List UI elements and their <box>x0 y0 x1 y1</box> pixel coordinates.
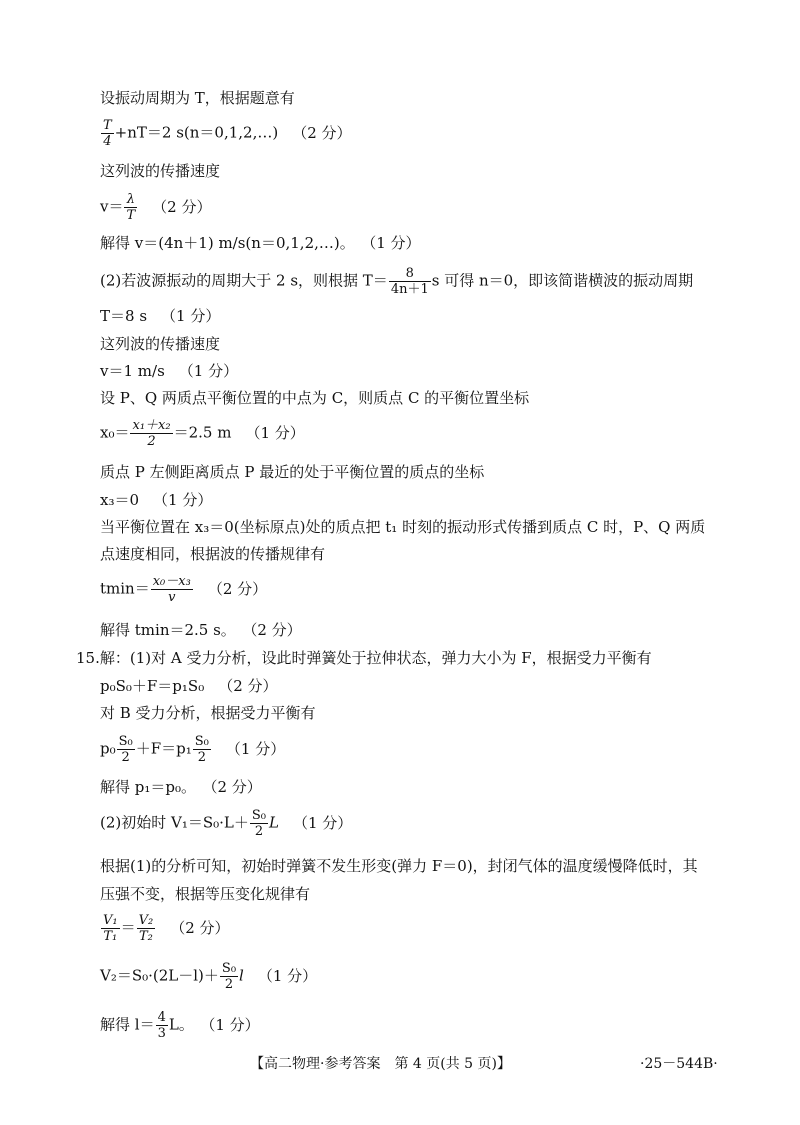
fraction: $\frac{T}{4}$ <box>103 118 112 149</box>
line-15: 点速度相同，根据波的传播规律有 <box>100 545 326 563</box>
fraction: $\frac{\text{S₀}}{2}$ <box>118 734 133 765</box>
score: （1 分） <box>225 739 286 758</box>
line-24: 根据(1)的分析可知，初始时弹簧不发生形变(弹力 F＝0)，封闭气体的温度缓慢降低时，其 <box>100 857 698 875</box>
score: （1 分） <box>292 813 353 832</box>
score: （1 分） <box>257 966 318 985</box>
line-19: p₀S₀＋F＝p₁S₀ （2 分） <box>100 677 278 695</box>
line-7: T＝8 s （1 分） <box>100 307 221 325</box>
score: （1 分） <box>161 307 221 325</box>
fraction: $\frac{\text{S₀}}{2}$ <box>194 734 209 765</box>
score: （2 分） <box>218 677 278 695</box>
line-20: 对 B 受力分析，根据受力平衡有 <box>100 704 316 722</box>
fraction: $\frac{4}{3}$ <box>157 1010 166 1041</box>
line-3: 这列波的传播速度 <box>100 162 221 180</box>
page-footer-code: ·25－544B· <box>640 1056 718 1072</box>
score: （1 分） <box>245 423 305 442</box>
score: （2 分） <box>292 123 352 142</box>
line-13: x₃＝0 （1 分） <box>100 491 213 509</box>
line-10: 设 P、Q 两质点平衡位置的中点为 C，则质点 C 的平衡位置坐标 <box>100 389 530 407</box>
line-16: tmin＝ $\frac{\text{x₀－x₃}}{v}$ （2 分） <box>100 574 268 605</box>
line-11: x₀＝ $\frac{\text{x₁＋x₂}}{2}$ ＝2.5 m （1 分） <box>100 418 305 449</box>
score: （2 分） <box>152 197 212 216</box>
score: （1 分） <box>153 491 213 509</box>
line-26: $\frac{\text{V₁}}{\text{T₁}}$ ＝ $\frac{\text{V₂}}{\text{T₂}}$ （2 分） <box>103 913 230 944</box>
line-12: 质点 P 左侧距离质点 P 最近的处于平衡位置的质点的坐标 <box>100 463 485 481</box>
score: （2 分） <box>210 778 262 796</box>
fraction: $\frac{\text{V₁}}{\text{T₁}}$ <box>103 913 118 944</box>
fraction: $\frac{8}{4n+1}$ <box>390 266 429 297</box>
line-4: v＝ $\frac{\lambda}{T}$ （2 分） <box>100 192 212 223</box>
fraction: $\frac{\text{x₀－x₃}}{v}$ <box>152 574 191 605</box>
score: （1 分） <box>368 234 421 252</box>
line-5: 解得 v＝(4n＋1) m/s(n＝0,1,2,…)。 （1 分） <box>100 234 421 252</box>
fraction: $\frac{\lambda}{T}$ <box>126 192 136 223</box>
line-9: v＝1 m/s （1 分） <box>100 362 239 380</box>
line-22: 解得 p₁＝p₀。 （2 分） <box>100 778 262 796</box>
line-17: 解得 tmin＝2.5 s。 （2 分） <box>100 621 302 639</box>
line-1: 设振动周期为 T，根据题意有 <box>100 89 295 107</box>
line-23: (2)初始时 V₁＝S₀·L＋ $\frac{\text{S₀}}{2}$ L （1 分） <box>100 808 353 839</box>
line-14: 当平衡位置在 x₃＝0(坐标原点)处的质点把 t₁ 时刻的振动形式传播到质点 C 时，P、Q 两质 <box>100 518 706 536</box>
line-25: 压强不变，根据等压变化规律有 <box>100 885 311 903</box>
fraction: $\frac{\text{V₂}}{\text{T₂}}$ <box>138 913 154 944</box>
fraction: $\frac{\text{x₁＋x₂}}{2}$ <box>132 418 171 449</box>
score: （2 分） <box>170 918 230 937</box>
line-28: 解得 l＝ $\frac{4}{3}$ L。 （1 分） <box>100 1010 260 1041</box>
score: （2 分） <box>249 621 302 639</box>
score: （1 分） <box>207 1015 260 1034</box>
fraction: $\frac{\text{S₀}}{2}$ <box>251 808 267 839</box>
question-15-heading: 15.解：(1)对 A 受力分析，设此时弹簧处于拉伸状态，弹力大小为 F，根据受力平衡有 <box>76 649 652 667</box>
line-6: (2)若波源振动的周期大于 2 s，则根据 T＝ $\frac{8}{4n+1}$ s 可得 n＝0，即该简谐横波的振动周期 <box>100 266 694 297</box>
fraction: $\frac{\text{S₀}}{2}$ <box>221 961 237 992</box>
line-27: V₂＝S₀·(2L－l)＋ $\frac{\text{S₀}}{2}$ l （1 分） <box>100 961 318 992</box>
line-2: $\frac{T}{4}$ +nT＝2 s(n＝0,1,2,…) （2 分） <box>103 118 352 149</box>
line-21: p₀ $\frac{\text{S₀}}{2}$ ＋F＝p₁ $\frac{\text{S₀}}{2}$ （1 分） <box>100 734 286 765</box>
page-footer-title: 【高二物理·参考答案 第 4 页(共 5 页)】 <box>250 1056 511 1072</box>
line-8: 这列波的传播速度 <box>100 335 221 353</box>
score: （2 分） <box>207 579 268 598</box>
score: （1 分） <box>178 362 239 380</box>
